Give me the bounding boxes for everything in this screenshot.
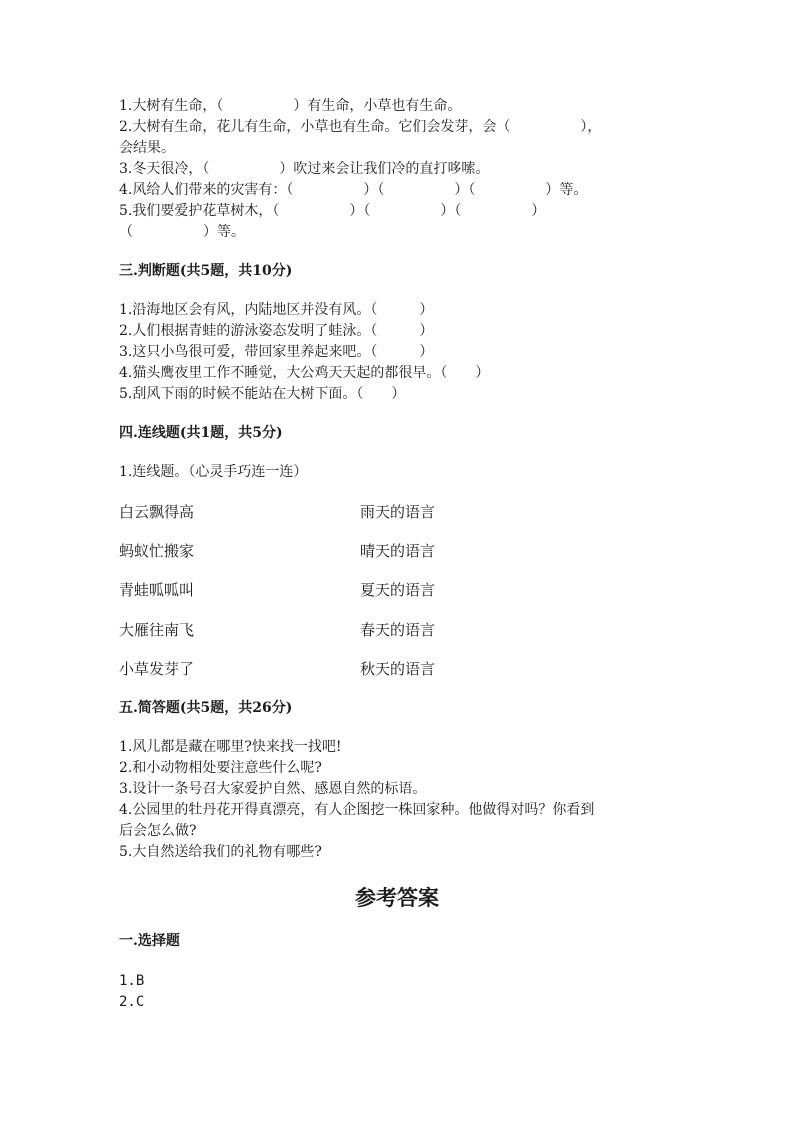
matching-right-item-2: 晴天的语言 [360, 542, 436, 560]
short-answer-line-4-cont: 后会怎么做? [119, 823, 197, 839]
short-answer-line-4: 4.公园里的牡丹花开得真漂亮，有人企图挖一株回家种。他做得对吗？你看到 [119, 802, 595, 818]
fill-blank-line-3: 3.冬天很冷，（ ）吹过来会让我们冷的直打哆嗦。 [119, 161, 490, 177]
section-title-matching: 四.连线题(共1题，共5分) [119, 425, 283, 441]
answer-key-title: 参考答案 [355, 885, 439, 910]
matching-right-item-3: 夏天的语言 [360, 581, 436, 599]
section-title-judgement: 三.判断题(共5题，共10分) [119, 263, 293, 279]
short-answer-line-2: 2.和小动物相处要注意些什么呢? [119, 760, 322, 776]
short-answer-line-5: 5.大自然送给我们的礼物有哪些? [119, 844, 322, 860]
matching-left-item-1: 白云飘得高 [119, 503, 195, 521]
fill-blank-line-5-cont: （ ）等。 [119, 224, 245, 240]
matching-left-item-4: 大雁往南飞 [119, 621, 195, 639]
matching-question: 1.连线题。（心灵手巧连一连） [119, 464, 308, 480]
fill-blank-line-1: 1.大树有生命，（ ）有生命，小草也有生命。 [119, 98, 462, 114]
judgement-item-4: 4.猫头鹰夜里工作不睡觉，大公鸡天天起的都很早。（ ） [119, 365, 490, 381]
answer-section-title: 一.选择题 [119, 933, 180, 949]
judgement-item-2: 2.人们根据青蛙的游泳姿态发明了蛙泳。（ ） [119, 323, 434, 339]
section-title-short-answer: 五.简答题(共5题，共26分) [119, 700, 293, 716]
judgement-item-1: 1.沿海地区会有风，内陆地区并没有风。（ ） [119, 302, 434, 318]
judgement-item-5: 5.刮风下雨的时候不能站在大树下面。（ ） [119, 386, 406, 402]
matching-right-item-1: 雨天的语言 [360, 503, 436, 521]
matching-left-item-3: 青蛙呱呱叫 [119, 581, 195, 599]
matching-right-item-4: 春天的语言 [360, 621, 436, 639]
fill-blank-line-4: 4.风给人们带来的灾害有：（ ）（ ）（ ）等。 [119, 182, 588, 198]
matching-left-item-5: 小草发芽了 [119, 660, 195, 678]
matching-right-item-5: 秋天的语言 [360, 660, 436, 678]
answer-item-1: 1.B [119, 973, 145, 989]
fill-blank-line-2: 2.大树有生命，花儿有生命，小草也有生命。它们会发芽，会（ ）， [119, 119, 602, 135]
fill-blank-line-5: 5.我们要爱护花草树木，（ ）（ ）（ ） [119, 203, 546, 219]
short-answer-line-3: 3.设计一条号召大家爱护自然、感恩自然的标语。 [119, 781, 427, 797]
short-answer-line-1: 1.风儿都是藏在哪里?快来找一找吧! [119, 739, 342, 755]
matching-left-item-2: 蚂蚁忙搬家 [119, 542, 195, 560]
answer-item-2: 2.C [119, 994, 145, 1010]
fill-blank-line-2-cont: 会结果。 [119, 140, 175, 156]
judgement-item-3: 3.这只小鸟很可爱，带回家里养起来吧。（ ） [119, 344, 434, 360]
